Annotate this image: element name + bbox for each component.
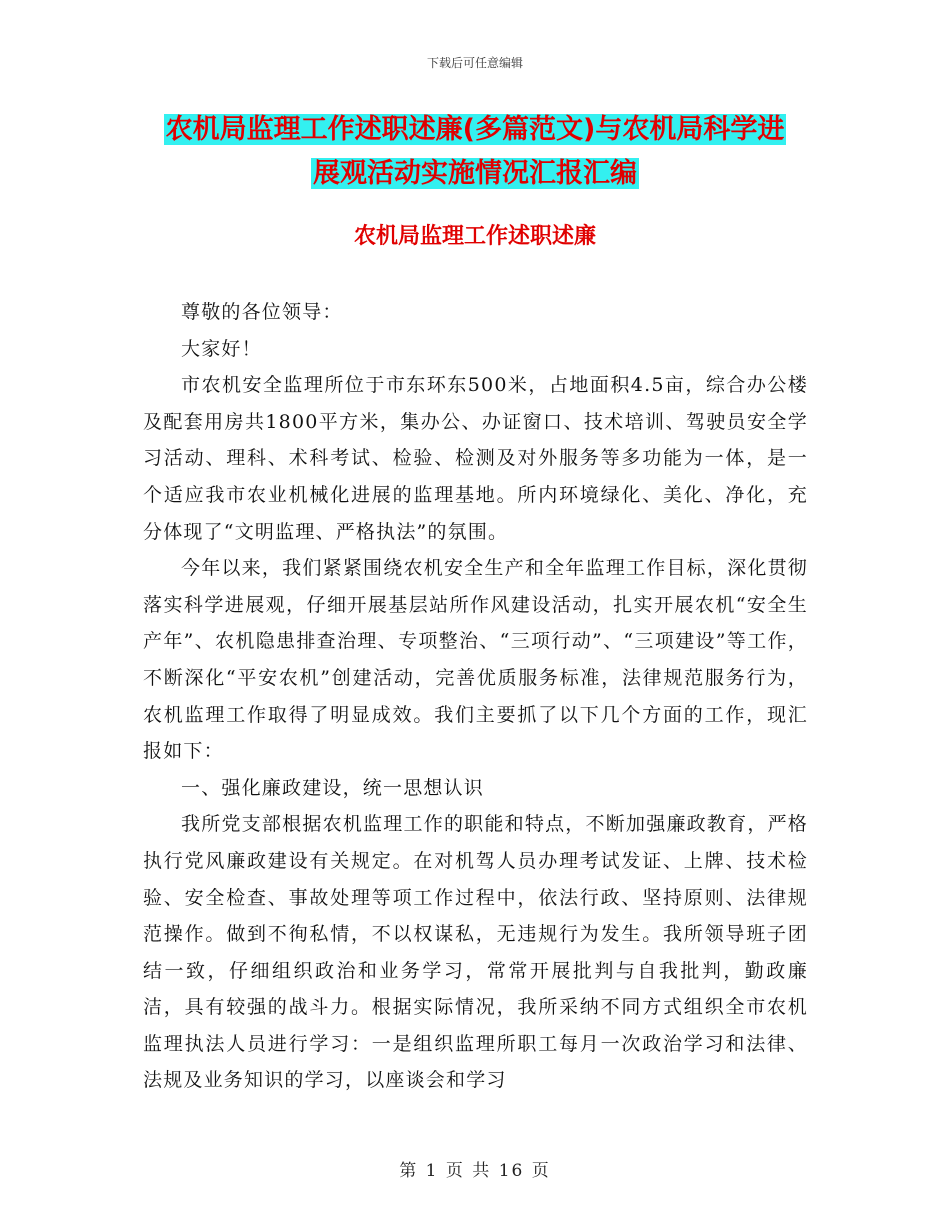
document-title-line-1 [0, 110, 950, 150]
paragraph-overview: 今年以来，我们紧紧围绕农机安全生产和全年监理工作目标，深化贯彻落实科学进展观，仔细开展基层站所作风建设活动，扎实开展农机“安全生产年”、农机隐患排查治理、专项整治、“三项行动”、“三项建设”等工作，不断深化“平安农机”创建活动，完善优质服务标准，法律规范服务行为，农机监理工作取得了明显成效。我们主要抓了以下几个方面的工作，现汇报如下： [143, 557, 808, 763]
paragraph-integrity: 我所党支部根据农机监理工作的职能和特点，不断加强廉政教育，严格执行党风廉政建设有关规定。在对机驾人员办理考试发证、上牌、技术检验、安全检查、事故处理等项工作过程中，依法行政、坚持原则、法律规范操作。做到不徇私情，不以权谋私，无违规行为发生。我所领导班子团结一致，仔细组织政治和业务学习，常常开展批判与自我批判，勤政廉洁，具有较强的战斗力。根据实际情况，我所采纳不同方式组织全市农机监理执法人员进行学习：一是组织监理所职工每月一次政治学习和法律、法规及业务知识的学习，以座谈会和学习 [143, 813, 808, 1092]
paragraph-heading-1: 一、强化廉政建设，统一思想认识 [181, 776, 485, 799]
paragraph-greeting: 大家好！ [181, 337, 262, 360]
document-title-line-2 [0, 154, 950, 194]
page-number: 第 1 页 共 16 页 [399, 1161, 551, 1181]
title-line-2-text: 展观活动实施情况汇报汇编 [313, 158, 637, 189]
title-line-1-text: 农机局监理工作述职述廉(多篇范文)与农机局科学进 [165, 114, 785, 145]
paragraph-intro: 市农机安全监理所位于市东环东500米，占地面积4.5亩，综合办公楼及配套用房共1800平方米，集办公、办证窗口、技术培训、驾驶员安全学习活动、理科、术科考试、检验、检测及对外服务等多功能为一体，是一个适应我市农业机械化进展的监理基地。所内环境绿化、美化、净化，充分体现了“文明监理、严格执法”的氛围。 [143, 374, 808, 543]
section-title: 农机局监理工作述职述廉 [353, 224, 596, 249]
body-text [143, 294, 808, 1099]
header-note: 下载后可任意编辑 [426, 56, 523, 70]
paragraph-salutation: 尊敬的各位领导： [181, 301, 343, 323]
